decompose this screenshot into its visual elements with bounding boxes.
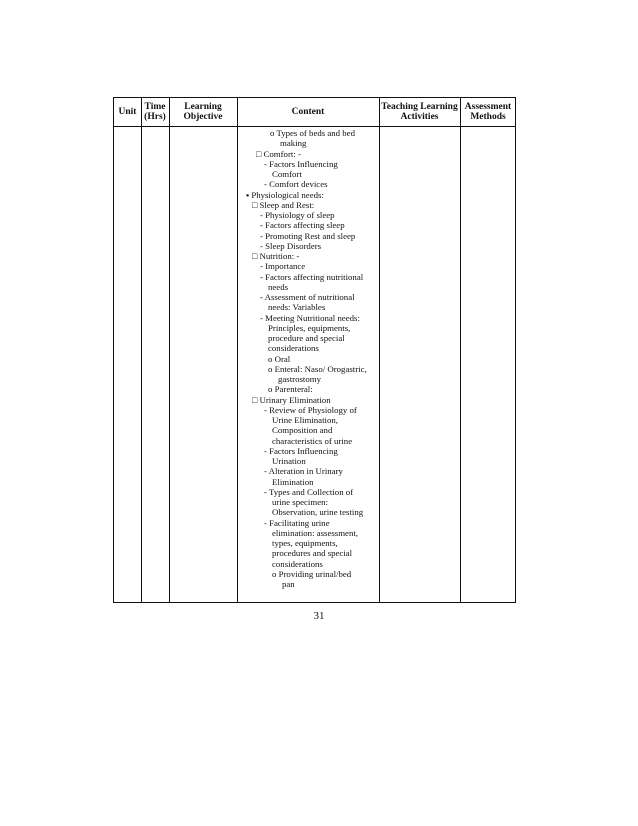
content-line: □ Urinary Elimination <box>252 394 331 405</box>
content-line: making <box>280 138 307 149</box>
content-line: - Factors Influencing <box>264 445 338 456</box>
header-learning-objective: Learning Objective <box>183 101 223 122</box>
content-line: Urination <box>272 456 306 466</box>
content-line: considerations <box>272 558 323 569</box>
content-line: o Providing urinal/bed <box>272 568 352 579</box>
content-line: Composition and <box>272 425 333 436</box>
content-line: o Types of beds and bed <box>270 128 355 138</box>
header-divider <box>114 126 515 127</box>
column-divider <box>460 98 461 602</box>
content-line: - Facilitating urine <box>264 517 330 528</box>
content-line: o Oral <box>268 353 291 364</box>
content-line: - Factors affecting sleep <box>260 220 345 231</box>
content-line: - Review of Physiology of <box>264 404 357 415</box>
content-line: o Enteral: Naso/ Orogastric, <box>268 363 367 374</box>
content-line: Urine Elimination, <box>272 415 338 425</box>
content-line: considerations <box>268 343 319 354</box>
content-line: needs <box>268 281 289 292</box>
content-line: gastrostomy <box>278 374 322 384</box>
column-divider <box>141 98 142 602</box>
header-time: Time (Hrs) <box>144 101 166 122</box>
content-line: Elimination <box>272 476 314 487</box>
content-line: o Parenteral: <box>268 384 313 395</box>
curriculum-table <box>113 97 516 603</box>
page-number: 31 <box>313 610 325 622</box>
content-line: - Alteration in Urinary <box>264 466 343 477</box>
content-line: Observation, urine testing <box>272 507 364 518</box>
header-assessment-methods: Assessment Methods <box>464 101 512 122</box>
content-line: Comfort <box>272 169 302 179</box>
content-line: types, equipments, <box>272 538 338 548</box>
content-line: procedures and special <box>272 548 353 559</box>
content-line: - Types and Collection of <box>264 486 354 497</box>
content-line: □ Comfort: - <box>256 148 301 159</box>
content-line: - Comfort devices <box>264 179 328 190</box>
column-divider <box>169 98 170 602</box>
content-line: - Promoting Rest and sleep <box>260 230 356 241</box>
content-column <box>246 128 383 589</box>
header-unit: Unit <box>118 106 137 117</box>
content-line: ▪ Physiological needs: <box>246 189 324 200</box>
content-line: urine specimen: <box>272 497 328 507</box>
content-line: - Meeting Nutritional needs: <box>260 312 360 323</box>
column-divider <box>237 98 238 602</box>
content-line: elimination: assessment, <box>272 527 359 538</box>
content-line: needs: Variables <box>268 302 326 313</box>
content-line: - Factors affecting nutritional <box>260 271 364 282</box>
content-line: - Physiology of sleep <box>260 210 335 220</box>
content-line: characteristics of urine <box>272 435 353 446</box>
content-line: Principles, equipments, <box>268 322 351 333</box>
content-line: □ Nutrition: - <box>252 251 300 261</box>
content-line: procedure and special <box>268 333 345 343</box>
content-line: - Assessment of nutritional <box>260 292 355 302</box>
content-line: - Sleep Disorders <box>260 240 322 251</box>
content-line: - Importance <box>260 261 306 272</box>
header-teaching-activities: Teaching Learning Activities <box>381 101 458 122</box>
content-line: pan <box>282 579 295 589</box>
header-content: Content <box>291 106 325 117</box>
content-line: □ Sleep and Rest: <box>252 199 315 210</box>
content-line: - Factors Influencing <box>264 158 338 169</box>
